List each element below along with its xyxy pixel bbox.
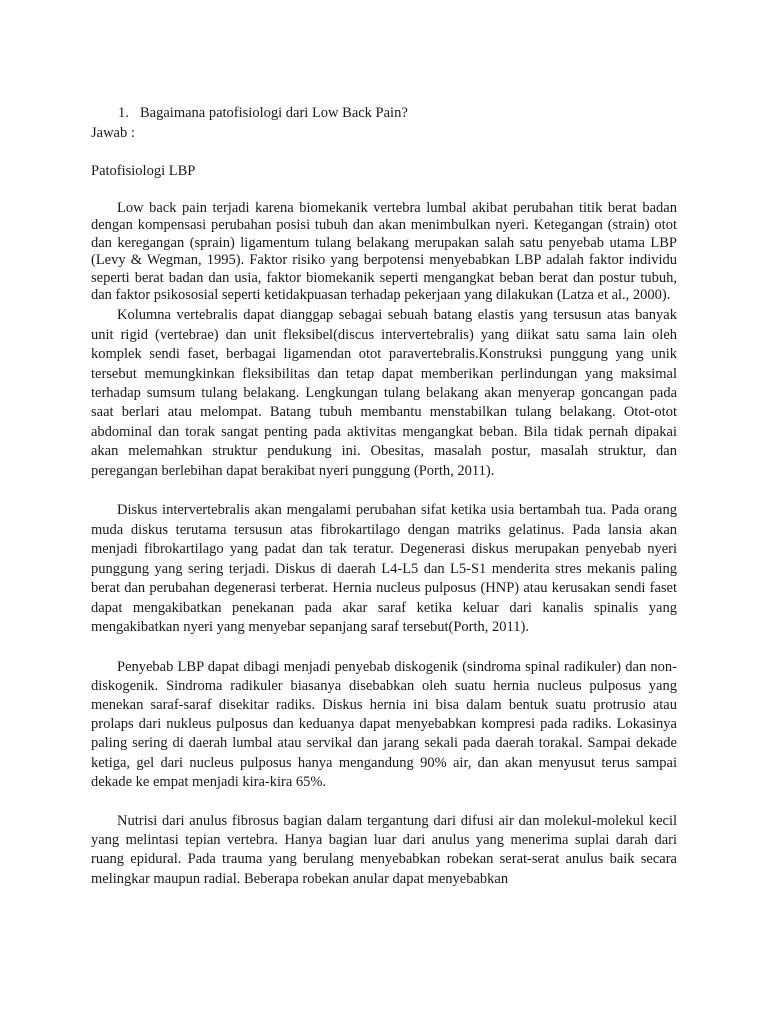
paragraph-5: Nutrisi dari anulus fibrosus bagian dalam tergantung dari difusi air dan molekul-molekul kecil yang melintasi tepian vertebra. Hanya bagian luar dari anulus yang menerima suplai darah dari ruang epidural. Pada trauma yang berulang menyebabkan robekan serat-serat anulus baik secara melingkar maupun radial. Beberapa robekan anular dapat menyebabkan xyxy=(91,813,677,887)
paragraph-1: Low back pain terjadi karena biomekanik vertebra lumbal akibat perubahan titik berat badan dengan kompensasi perubahan posisi tubuh dan akan menimbulkan nyeri. Ketegangan (strain) otot dan keregangan (sprain) ligamentum tulang belakang merupakan salah satu penyebab utama LBP (Levy & Wegman, 1995). Faktor risiko yang berpotensi menyebabkan LBP adalah faktor individu seperti berat badan dan usia, faktor biomekanik seperti mengangkat beban berat dan postur tubuh, dan faktor psikososial seperti ketidakpuasan terhadap pekerjaan yang dilakukan (Latza et al., 2000). xyxy=(91,200,677,304)
question-item xyxy=(91,104,677,123)
paragraph-4: Penyebab LBP dapat dibagi menjadi penyebab diskogenik (sindroma spinal radikuler) dan non-diskogenik. Sindroma radikuler biasanya disebabkan oleh suatu hernia nucleus pulposus yang menekan saraf-saraf disekitar radiks. Diskus hernia ini bisa dalam bentuk suatu protrusio atau prolaps dari nukleus pulposus dan keduanya dapat menyebabkan kompresi pada radiks. Lokasinya paling sering di daerah lumbal atau servikal dan jarang sekali pada daerah torakal. Sampai dekade ketiga, gel dari nucleus pulposus hanya mengandung 90% air, dan akan menyusut terus sampai dekade ke empat menjadi kira-kira 65%. xyxy=(91,658,677,790)
paragraph-3: Diskus intervertebralis akan mengalami perubahan sifat ketika usia bertambah tua. Pada orang muda diskus terutama tersusun atas fibrokartilago dengan matriks gelatinus. Pada lansia akan menjadi fibrokartilago yang padat dan tak teratur. Degenerasi diskus merupakan penyebab nyeri punggung yang sering terjadi. Diskus di daerah L4-L5 dan L5-S1 menderita stres mekanis paling berat dan perubahan degenerasi terberat. Hernia nucleus pulposus (HNP) atau kerusakan sendi faset dapat mengakibatkan penekanan pada akar saraf ketika keluar dari kanalis spinalis yang mengakibatkan nyeri yang menyebar sepanjang saraf tersebut(Porth, 2011). xyxy=(91,502,677,636)
paragraph-2: Kolumna vertebralis dapat dianggap sebagai sebuah batang elastis yang tersusun atas banyak unit rigid (vertebrae) dan unit fleksibel(discus intervertebralis) yang diikat satu sama lain oleh komplek sendi faset, berbagai ligamendan otot paravertebralis.Konstruksi punggung yang unik tersebut memungkinkan fleksibilitas dan tetap dapat memberikan perlindungan yang maksimal terhadap sumsum tulang belakang. Lengkungan tulang belakang akan menyerap goncangan pada saat berlari atau melompat. Batang tubuh membantu menstabilkan tulang belakang. Otot-otot abdominal dan torak sangat penting pada aktivitas mengangkat beban. Bila tidak pernah dipakai akan melemahkan struktur pendukung ini. Obesitas, masalah postur, masalah struktur, dan peregangan berlebihan dapat berakibat nyeri punggung (Porth, 2011). xyxy=(91,307,677,479)
section-title: Patofisiologi LBP xyxy=(91,163,196,179)
question-text: Bagaimana patofisiologi dari Low Back Pain? xyxy=(140,105,408,121)
answer-label: Jawab : xyxy=(91,125,135,141)
question-number: 1. xyxy=(118,105,129,121)
